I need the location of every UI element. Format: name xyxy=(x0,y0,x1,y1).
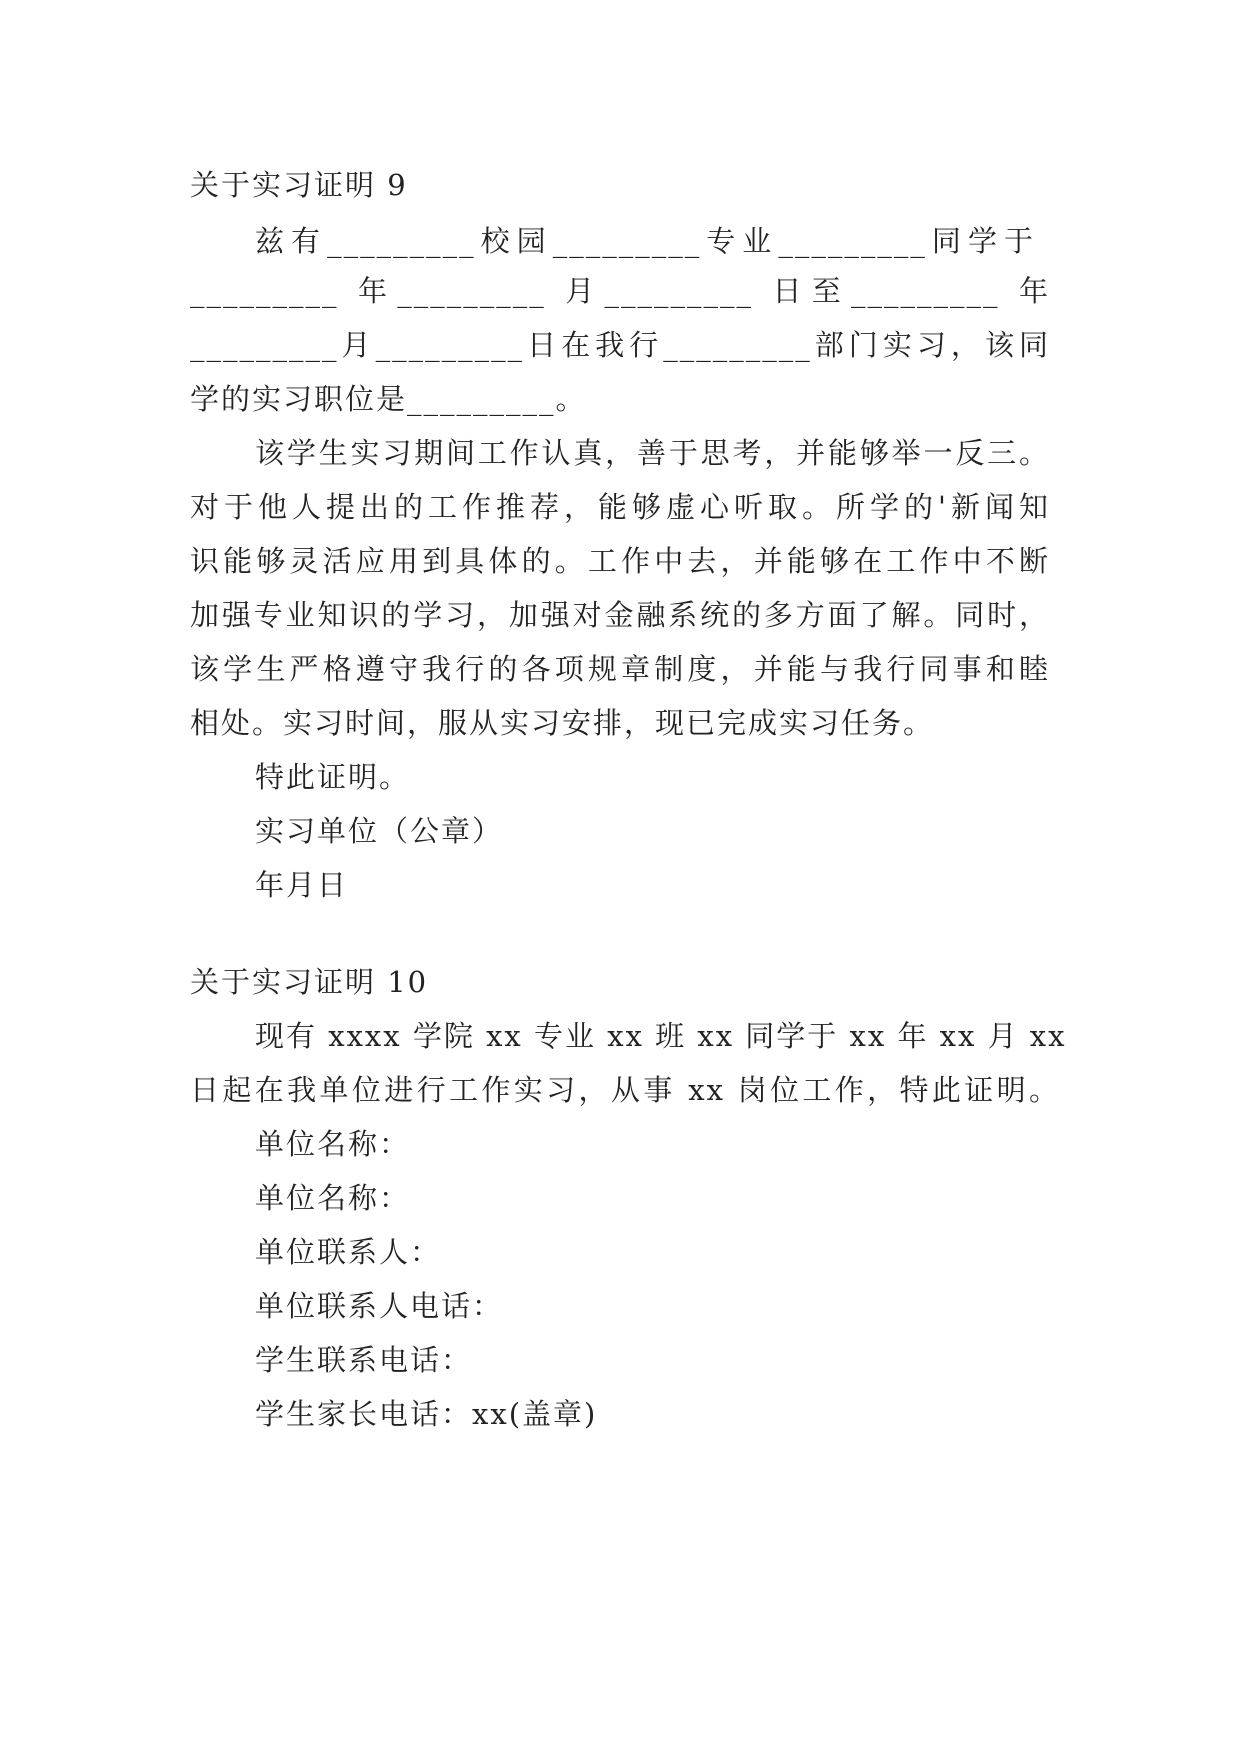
field-unit-name: 单位名称： xyxy=(255,1127,411,1161)
section-9-body-line-4: 加强专业知识的学习，加强对金融系统的多方面了解。同时， xyxy=(190,598,1050,632)
section-9-blank-line-3: _________月_________日在我行_________部门实习，该同 xyxy=(190,328,1050,362)
section-10-body-line-2: 日起在我单位进行工作实习，从事 xx 岗位工作，特此证明。 xyxy=(190,1073,1060,1107)
section-9-date-line: 年月日 xyxy=(255,868,349,902)
field-student-phone: 学生联系电话： xyxy=(255,1343,473,1377)
section-9-body-line-5: 该学生严格遵守我行的各项规章制度，并能与我行同事和睦 xyxy=(190,652,1050,686)
section-9-closing: 特此证明。 xyxy=(255,760,411,794)
section-9-title: 关于实习证明 9 xyxy=(190,168,408,202)
section-9-body-line-2: 对于他人提出的工作推荐，能够虚心听取。所学的'新闻知 xyxy=(190,490,1050,524)
field-parent-phone: 学生家长电话：xx(盖章) xyxy=(255,1397,598,1431)
field-unit-contact-phone: 单位联系人电话： xyxy=(255,1289,504,1323)
field-unit-name-2: 单位名称： xyxy=(255,1181,411,1215)
section-9-blank-line-1: 兹有_________校园_________专业_________同学于 xyxy=(255,224,1035,258)
field-unit-contact: 单位联系人： xyxy=(255,1235,442,1269)
section-9-stamp-line: 实习单位（公章） xyxy=(255,814,504,848)
section-9-body-line-3: 识能够灵活应用到具体的。工作中去，并能够在工作中不断 xyxy=(190,544,1050,578)
section-10-body-line-1: 现有 xxxx 学院 xx 专业 xx 班 xx 同学于 xx 年 xx 月 xx xyxy=(255,1019,1067,1053)
section-9-blank-line-4: 学的实习职位是_________。 xyxy=(190,382,587,416)
section-10-title: 关于实习证明 10 xyxy=(190,965,429,999)
section-9-blank-line-2: _________ 年_________ 月_________ 日至_________ 年 xyxy=(190,274,1050,308)
section-9-body-line-6: 相处。实习时间，服从实习安排，现已完成实习任务。 xyxy=(190,706,935,740)
section-9-body-line-1: 该学生实习期间工作认真，善于思考，并能够举一反三。 xyxy=(255,436,1050,470)
